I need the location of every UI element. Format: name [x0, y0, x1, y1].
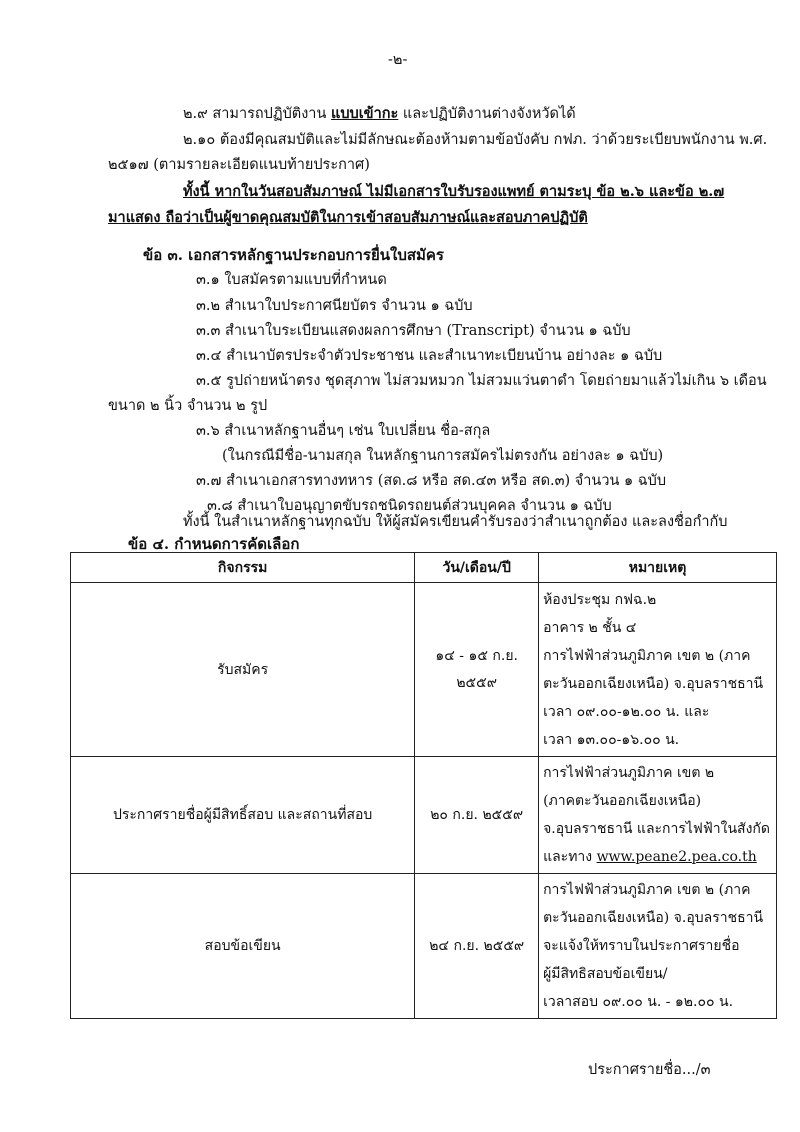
table-row — [71, 874, 777, 1019]
item-2-10-line2: ๒๕๑๗ (ตามรายละเอียดแนบท้ายประกาศ) — [108, 157, 370, 173]
item-2-10-line1: ๒.๑๐ ต้องมีคุณสมบัติและไม่มีลักษณะต้องห้ามตามข้อบังคับ กฟภ. ว่าด้วยระเบียบพนักงาน พ.ศ. — [183, 132, 768, 148]
continuation-footer: ประกาศรายชื่อ.../๓ — [588, 1062, 711, 1078]
remark-line: ห้องประชุม กฟฉ.๒ — [543, 591, 657, 608]
activity-cell: รับสมัคร — [71, 583, 415, 757]
doc-3-3: ๓.๓ สำเนาใบระเบียนแสดงผลการศึกษา (Transcript) จำนวน ๑ ฉบับ — [196, 323, 631, 339]
header-remarks: หมายเหตุ — [539, 553, 777, 583]
remark-line: อาคาร ๒ ชั้น ๔ — [543, 619, 637, 636]
doc-3-7: ๓.๗ สำเนาเอกสารทางทหาร (สด.๘ หรือ สด.๔๓ หรือ สด.๓) จำนวน ๑ ฉบับ — [196, 473, 667, 489]
date-cell — [415, 583, 539, 757]
header-date: วัน/เดือน/ปี — [415, 553, 539, 583]
item-2-9-text: ๒.๙ สามารถปฏิบัติงาน — [183, 106, 331, 122]
item-2-9-emphasis: แบบเข้ากะ — [330, 105, 399, 122]
selection-schedule-table — [70, 552, 777, 1019]
remark-line: ตะวันออกเฉียงเหนือ) จ.อุบลราชธานี — [543, 910, 764, 926]
medical-cert-warning-line1: ทั้งนี้ หากในวันสอบสัมภาษณ์ ไม่มีเอกสารใบรับรองแพทย์ ตามระบุ ข้อ ๒.๖ และข้อ ๒.๗ — [183, 183, 725, 200]
remarks-cell — [539, 874, 777, 1019]
remark-line — [543, 843, 770, 871]
activity-cell: ประกาศรายชื่อผู้มีสิทธิ์สอบ และสถานที่สอบ — [71, 757, 415, 874]
remark-line: จ.อุบลราชธานี และการไฟฟ้าในสังกัด — [543, 821, 770, 837]
date-cell: ๒๔ ก.ย. ๒๕๕๙ — [415, 874, 539, 1019]
page-number: -๒- — [388, 52, 408, 68]
item-2-9-text-end: และปฏิบัติงานต่างจังหวัดได้ — [398, 106, 576, 122]
doc-3-2: ๓.๒ สำเนาใบประกาศนียบัตร จำนวน ๑ ฉบับ — [196, 298, 473, 314]
doc-3-5-line1: ๓.๕ รูปถ่ายหน้าตรง ชุดสุภาพ ไม่สวมหมวก ไม่สวมแว่นตาดำ โดยถ่ายมาแล้วไม่เกิน ๖ เดือน — [196, 373, 767, 389]
date-line: ๑๔ - ๑๕ ก.ย. — [435, 647, 518, 664]
activity-cell: สอบข้อเขียน — [71, 874, 415, 1019]
doc-3-8: ๓.๘ สำเนาใบอนุญาตขับรถชนิดรถยนต์ส่วนบุคคล จำนวน ๑ ฉบับ — [207, 498, 612, 514]
section-3-heading: ข้อ ๓. เอกสารหลักฐานประกอบการยื่นใบสมัคร — [143, 246, 444, 264]
remark-line: จะแจ้งให้ทราบในประกาศรายชื่อ — [543, 938, 740, 954]
table-row — [71, 583, 777, 757]
remark-line: การไฟฟ้าส่วนภูมิภาค เขต ๒ (ภาค — [543, 647, 751, 664]
section-4-heading: ข้อ ๔. กำหนดการคัดเลือก — [128, 535, 300, 553]
date-line: ๒๕๕๙ — [456, 674, 498, 691]
doc-3-1: ๓.๑ ใบสมัครตามแบบที่กำหนด — [196, 272, 387, 288]
doc-3-4: ๓.๔ สำเนาบัตรประจำตัวประชาชน และสำเนาทะเบียนบ้าน อย่างละ ๑ ฉบับ — [196, 348, 663, 364]
remark-line: ผู้มีสิทธิสอบข้อเขียน/ — [543, 966, 668, 982]
remark-line: เวลา ๐๙.๐๐-๑๒.๐๐ น. และ — [543, 703, 710, 720]
website-link[interactable]: www.peane2.pea.co.th — [596, 849, 757, 865]
medical-cert-warning-line2: มาแสดง ถือว่าเป็นผู้ขาดคุณสมบัติในการเข้าสอบสัมภาษณ์และสอบภาคปฏิบัติ — [108, 209, 588, 226]
doc-3-6-line2: (ในกรณีมีชื่อ-นามสกุล ในหลักฐานการสมัครไม่ตรงกัน อย่างละ ๑ ฉบับ) — [222, 448, 664, 464]
doc-copy-note: ทั้งนี้ ในสำเนาหลักฐานทุกฉบับ ให้ผู้สมัครเขียนคำรับรองว่าสำเนาถูกต้อง และลงชื่อกำกับ — [183, 514, 728, 530]
doc-3-5-line2: ขนาด ๒ นิ้ว จำนวน ๒ รูป — [108, 398, 268, 414]
remark-line: เวลา ๑๓.๐๐-๑๖.๐๐ น. — [543, 731, 680, 748]
remark-line: เวลาสอบ ๐๙.๐๐ น. - ๑๒.๐๐ น. — [543, 994, 734, 1010]
remark-line: (ภาคตะวันออกเฉียงเหนือ) — [543, 793, 702, 809]
remarks-cell — [539, 757, 777, 874]
remark-line: ตะวันออกเฉียงเหนือ) จ.อุบลราชธานี — [543, 675, 764, 692]
table-row — [71, 757, 777, 874]
remark-text: และทาง — [543, 849, 597, 865]
item-2-9 — [183, 102, 576, 125]
table-header-row — [71, 553, 777, 583]
header-activity: กิจกรรม — [71, 553, 415, 583]
date-cell: ๒๐ ก.ย. ๒๕๕๙ — [415, 757, 539, 874]
remarks-cell — [539, 583, 777, 757]
remark-line: การไฟฟ้าส่วนภูมิภาค เขต ๒ (ภาค — [543, 882, 751, 898]
remark-line: การไฟฟ้าส่วนภูมิภาค เขต ๒ — [543, 765, 715, 781]
doc-3-6-line1: ๓.๖ สำเนาหลักฐานอื่นๆ เช่น ใบเปลี่ยน ชื่อ-สกุล — [196, 423, 491, 439]
